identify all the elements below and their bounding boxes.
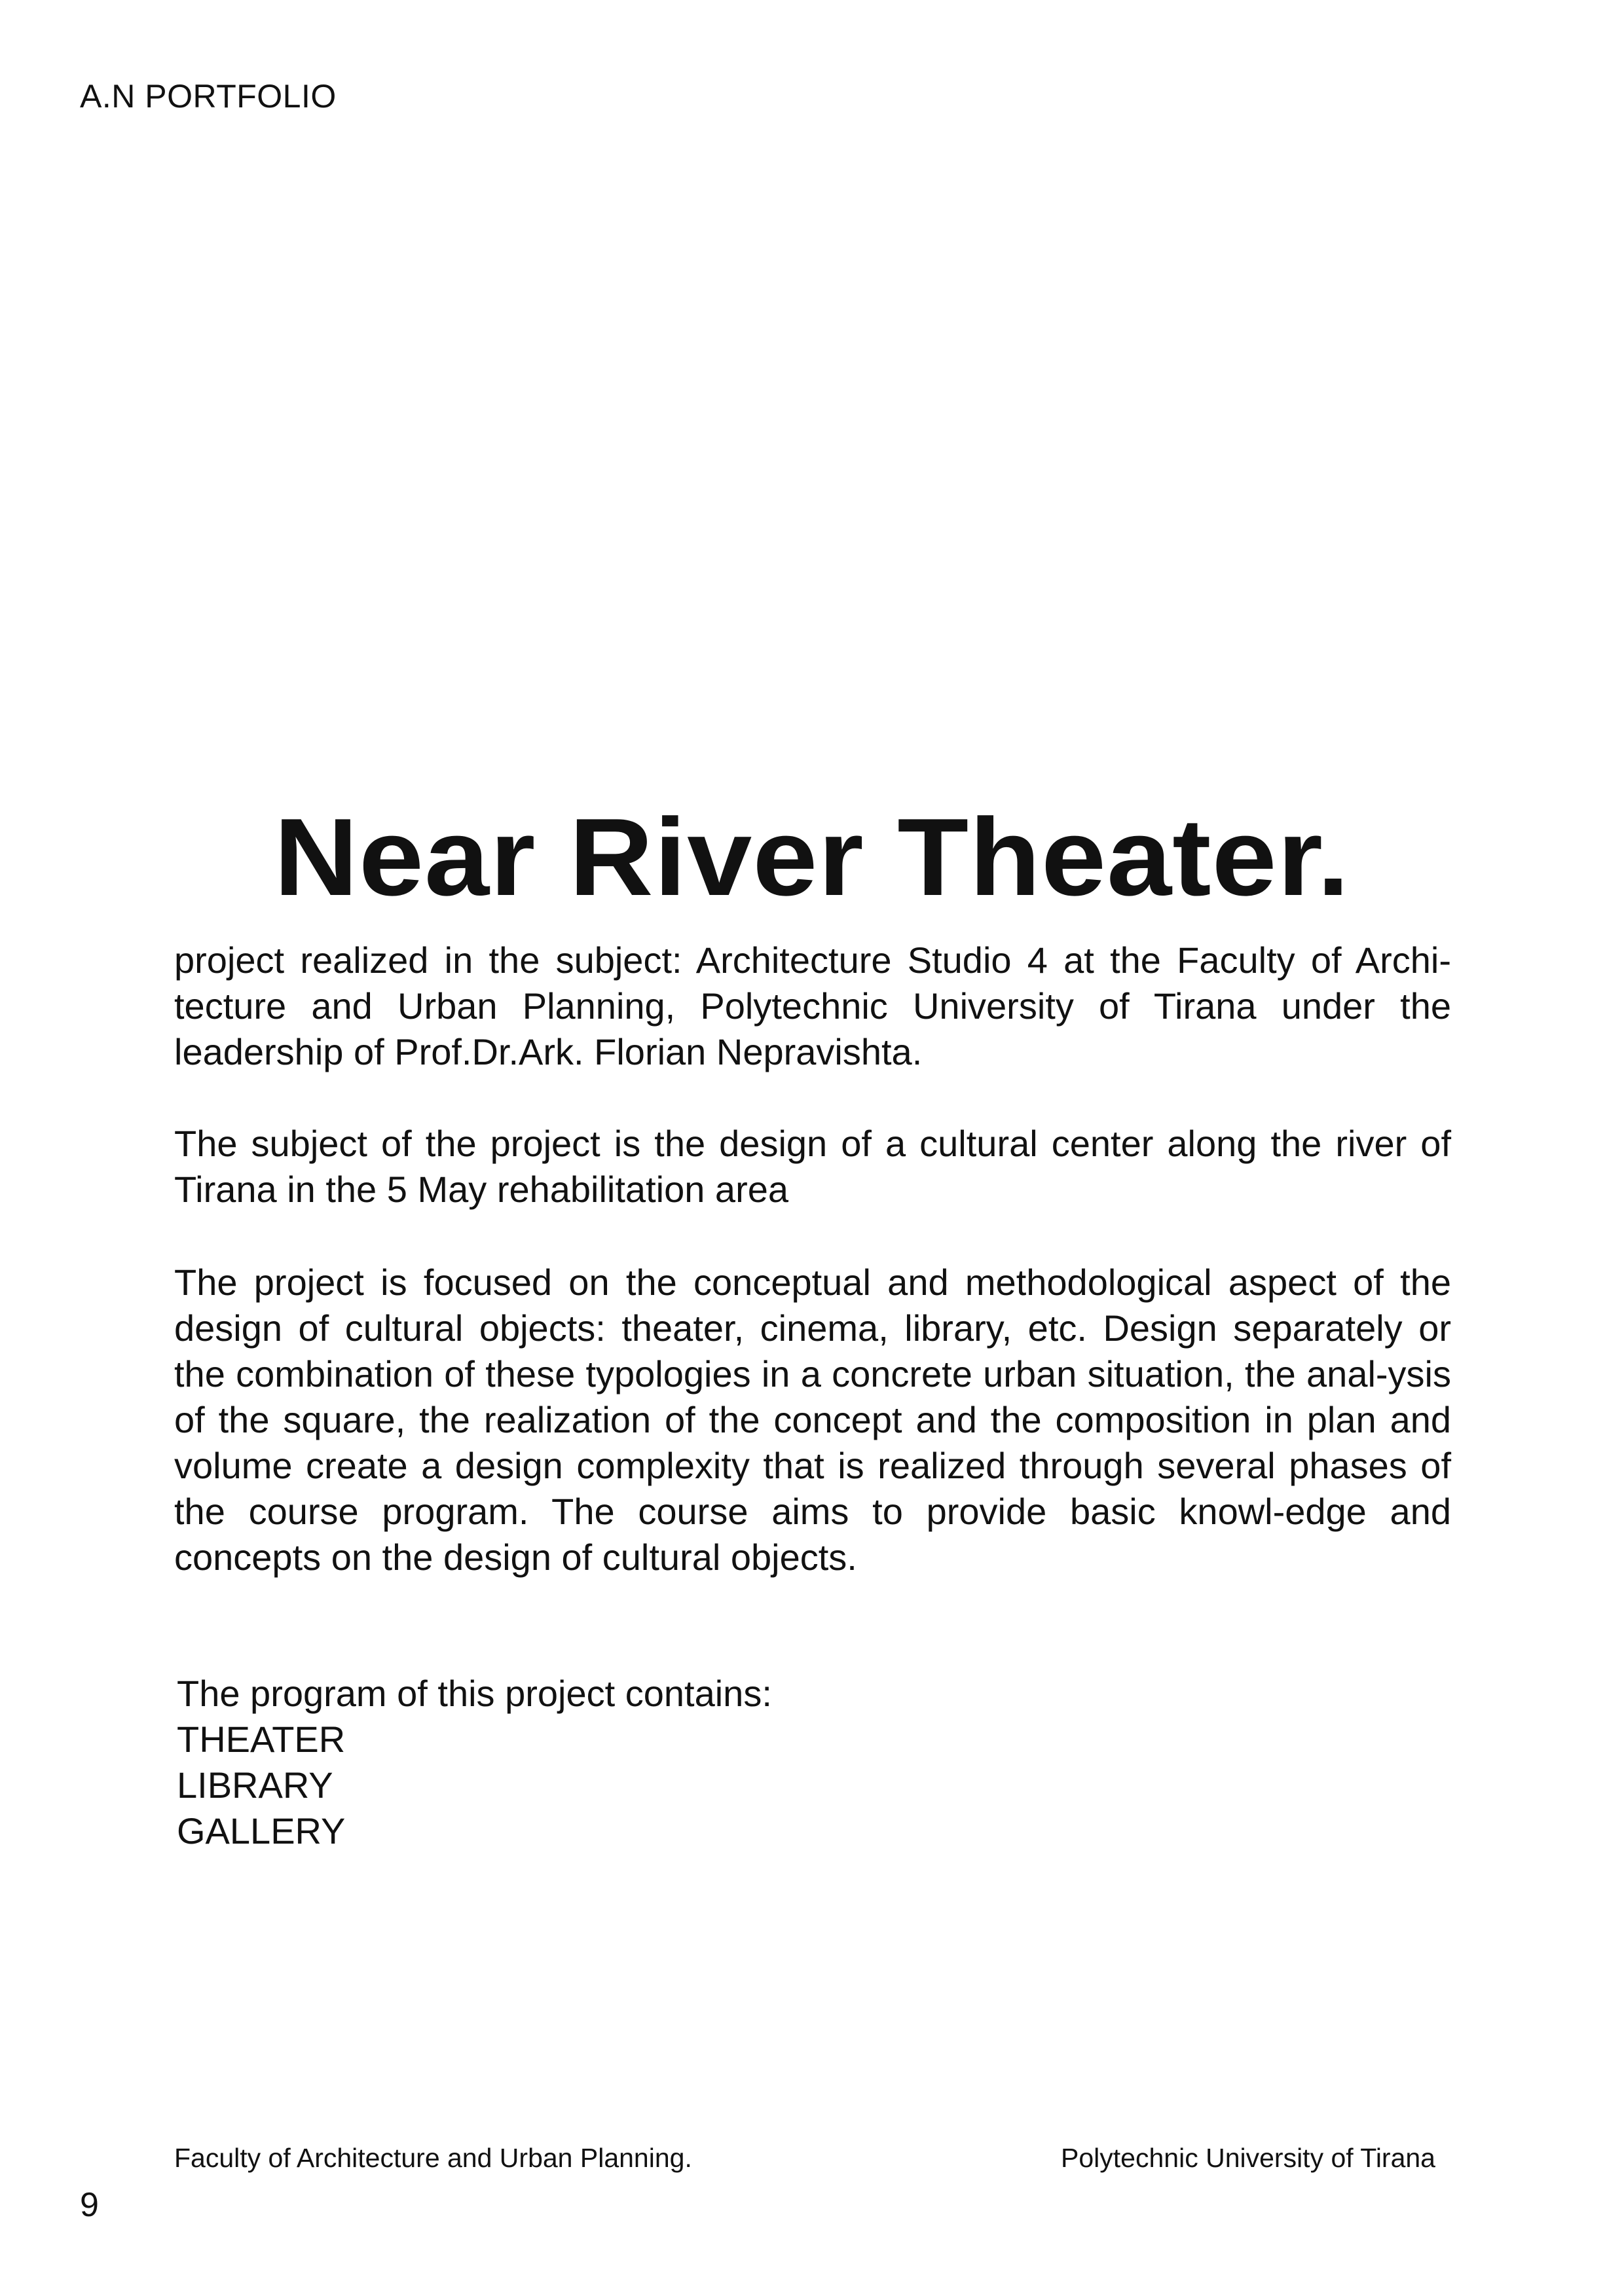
program-item-library: LIBRARY — [177, 1764, 333, 1806]
paragraph-project-focus: The project is focused on the conceptual and methodological aspect of the design of cultural objects: theater, cinema, library, etc. Design separately or the combination of these typologies in a concrete urban situation, the anal-ysis of the square, the realization of the concept and the composition in plan and volume create a design complexity that is realized through several phases of the course program. The course aims to provide basic knowl-edge and concepts on the design of cultural objects. — [174, 1262, 1451, 1578]
program-list — [177, 1671, 772, 1854]
paragraph-project-context: project realized in the subject: Architecture Studio 4 at the Faculty of Archi-tecture and Urban Planning, Polytechnic University of Tirana under the leadership of Prof.Dr.Ark. Florian Nepravishta. — [174, 939, 1451, 1072]
page-title: Near River Theater. — [274, 795, 1350, 919]
footer-faculty: Faculty of Architecture and Urban Planning. — [174, 2143, 692, 2173]
page-number: 9 — [80, 2186, 99, 2224]
program-intro: The program of this project contains: — [177, 1673, 772, 1714]
paragraph-project-subject: The subject of the project is the design of a cultural center along the river of Tirana in the 5 May rehabilitation area — [174, 1123, 1451, 1210]
footer-university: Polytechnic University of Tirana — [1061, 2143, 1435, 2173]
program-item-theater: THEATER — [177, 1719, 346, 1760]
program-item-gallery: GALLERY — [177, 1810, 346, 1851]
portfolio-label: A.N PORTFOLIO — [80, 78, 337, 115]
